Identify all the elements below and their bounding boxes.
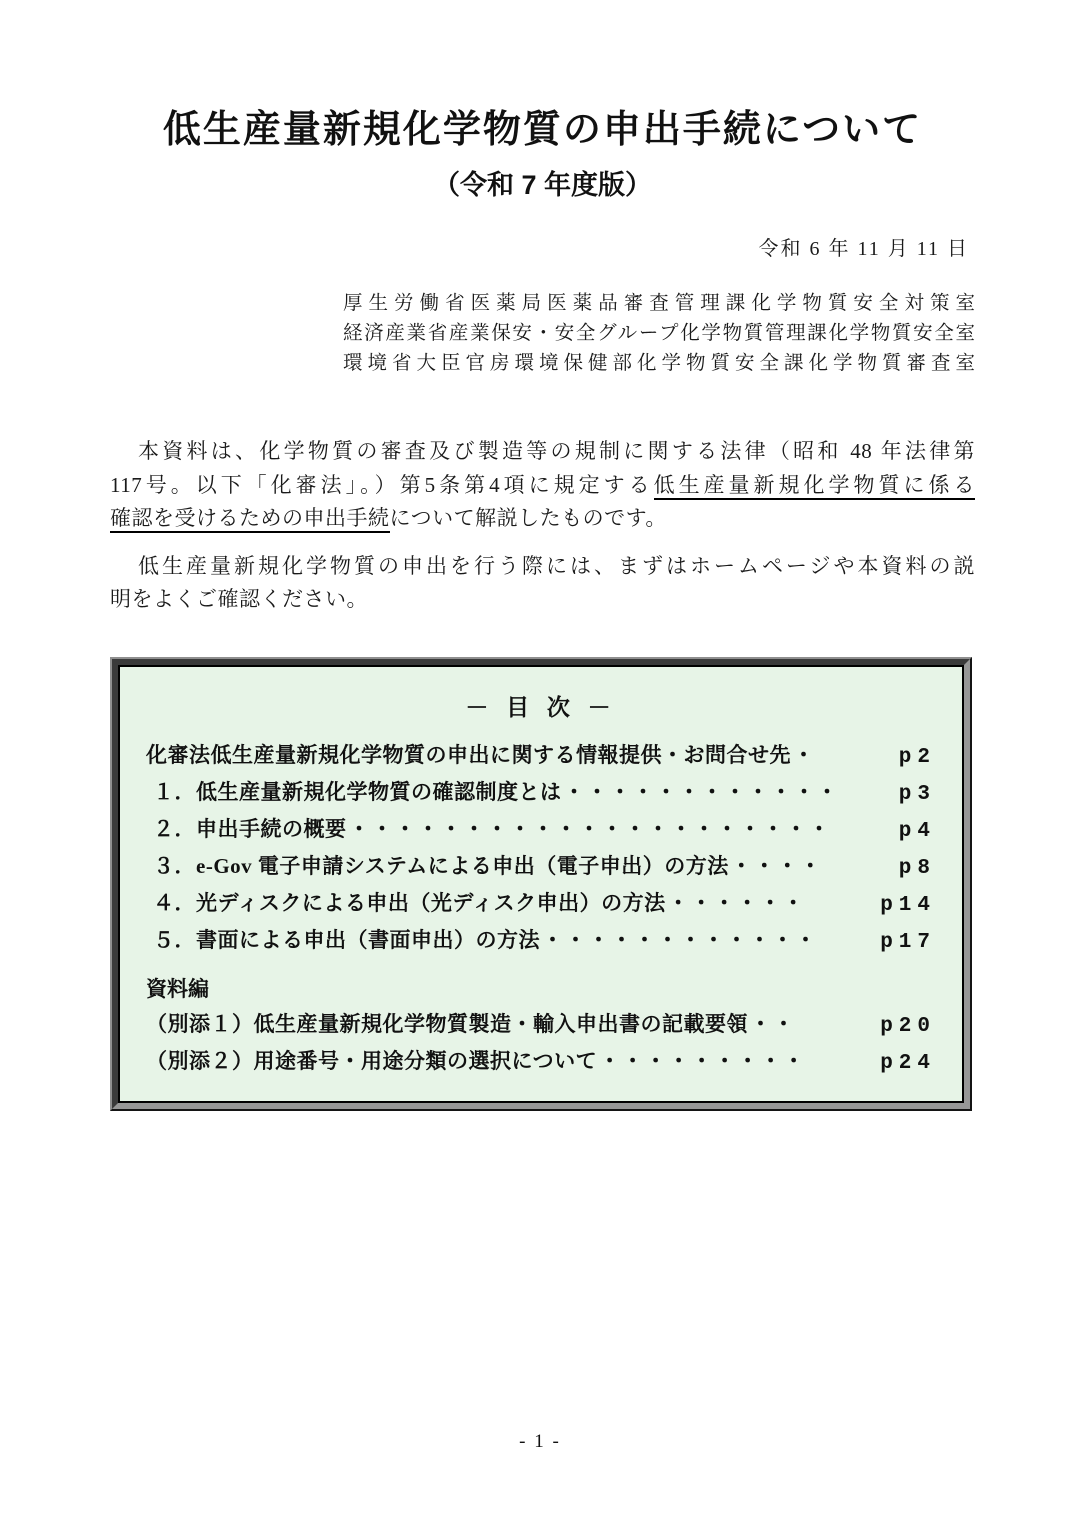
toc-page-number: p17 bbox=[880, 930, 936, 954]
toc-entry-label: （別添１）低生産量新規化学物質製造・輸入申出書の記載要領 bbox=[146, 1011, 748, 1036]
toc-title: － 目 次 － bbox=[465, 694, 617, 720]
toc-entry-label: ３．e-Gov 電子申請システムによる申出（電子申出）の方法 bbox=[153, 853, 729, 878]
intro-paragraph bbox=[110, 435, 975, 536]
document-date: 令和 6 年 11 月 11 日 bbox=[758, 238, 969, 260]
toc-dot-leader: ・・・・・・・・・・・・・・・・・・・・・ bbox=[348, 816, 832, 841]
toc-box bbox=[118, 665, 964, 1103]
toc-entry-label: １．低生産量新規化学物質の確認制度とは bbox=[153, 779, 562, 804]
toc-entry-label: （別添２）用途番号・用途分類の選択について bbox=[146, 1048, 598, 1073]
toc-box-frame-mid bbox=[112, 659, 970, 1109]
toc-entry bbox=[146, 812, 936, 849]
toc-dot-leader: ・・・・・・・・・・・・ bbox=[542, 927, 818, 952]
organization-line: 環境省大臣官房環境保健部化学物質安全課化学物質審査室 bbox=[343, 353, 975, 374]
paragraph-line: 確認を受けるための申出手続について解説したものです。 bbox=[110, 502, 975, 536]
toc-section-label: 資料編 bbox=[146, 976, 209, 1001]
notice-paragraph bbox=[110, 550, 975, 617]
toc-page-number: p2 bbox=[898, 745, 936, 769]
toc-page-number: p14 bbox=[880, 893, 936, 917]
toc-dot-leader: ・・・・・・ bbox=[667, 890, 806, 915]
underlined-text: 低生産量新規化学物質に係る bbox=[654, 473, 975, 500]
organization-line: 経済産業省産業保安・安全グループ化学物質管理課化学物質安全室 bbox=[343, 323, 975, 344]
paragraph-line: 117号。以下「化審法」。）第5条第4項に規定する低生産量新規化学物質に係る bbox=[110, 469, 975, 503]
page-number: - 1 - bbox=[519, 1431, 561, 1452]
toc-dot-leader: ・・・・・・・・・ bbox=[599, 1048, 807, 1073]
toc-entry bbox=[146, 1044, 936, 1081]
toc-entry bbox=[146, 738, 936, 775]
page-subtitle: （令和 7 年度版） bbox=[432, 170, 653, 200]
organization-line: 厚生労働省医薬局医薬品審査管理課化学物質安全対策室 bbox=[343, 293, 975, 314]
toc-page-number: p4 bbox=[898, 819, 936, 843]
toc-dot-leader: ・・・・・・・・・・・・ bbox=[563, 779, 840, 804]
paragraph-line: 明をよくご確認ください。 bbox=[110, 587, 368, 611]
toc-page-number: p24 bbox=[880, 1051, 936, 1075]
toc-entry bbox=[146, 1007, 936, 1044]
toc-dot-leader: ・・・・ bbox=[730, 853, 823, 878]
toc-entry-label: ４．光ディスクによる申出（光ディスク申出）の方法 bbox=[153, 890, 666, 915]
author-organizations bbox=[343, 289, 975, 379]
toc-box-frame bbox=[110, 657, 972, 1111]
paragraph-line: 低生産量新規化学物質の申出を行う際には、まずはホームページや本資料の説 bbox=[138, 553, 975, 578]
paragraph-line: 本資料は、化学物質の審査及び製造等の規制に関する法律（昭和 48 年法律第 bbox=[138, 439, 975, 463]
toc-entry bbox=[146, 886, 936, 923]
toc-entry bbox=[146, 849, 936, 886]
toc-page-number: p20 bbox=[880, 1014, 936, 1038]
toc-dot-leader: ・ bbox=[793, 742, 816, 767]
toc-entry-label: ２．申出手続の概要 bbox=[153, 816, 347, 841]
toc-page-number: p3 bbox=[898, 782, 936, 806]
toc-entry-label: ５．書面による申出（書面申出）の方法 bbox=[153, 927, 540, 952]
toc-entry bbox=[146, 775, 936, 812]
toc-dot-leader: ・・ bbox=[750, 1011, 796, 1036]
page-title: 低生産量新規化学物質の申出手続について bbox=[162, 109, 923, 151]
toc-entry-label: 化審法低生産量新規化学物質の申出に関する情報提供・お問合せ先 bbox=[146, 742, 791, 767]
toc-page-number: p8 bbox=[898, 856, 936, 880]
toc-entry bbox=[146, 923, 936, 960]
underlined-text: 確認を受けるための申出手続 bbox=[110, 506, 390, 533]
